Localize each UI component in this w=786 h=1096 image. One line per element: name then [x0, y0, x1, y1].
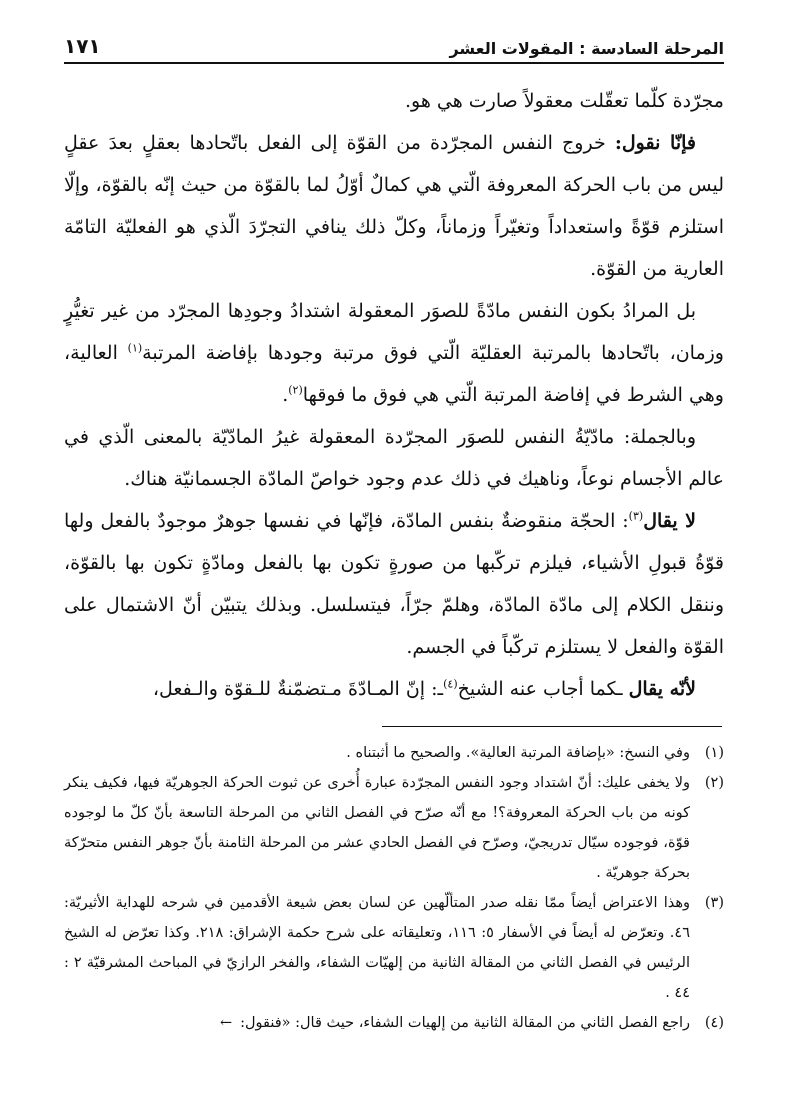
footnotes	[64, 738, 724, 1038]
main-text	[64, 80, 724, 710]
footnote-text: راجع الفصل الثاني من المقالة الثانية من إلهيات الشفاء، حيث قال: «فنقول:	[240, 1015, 690, 1031]
paragraph-text: مجرّدة كلّما تعقّلت معقولاً صارت هي هو.	[404, 90, 724, 112]
paragraph-lead: فإنّا نقول:	[614, 132, 696, 154]
footnote-ref-1[interactable]: (١)	[127, 341, 143, 355]
paragraph-text: بل المرادُ بكون النفس مادّةً للصوَر المعقولة اشتدادُ وجودِها المجرّد من غير تغيُّرٍ وزمان، باتّحادها بالمرتبة العقليّة الّتي فوق مرتبة وجودها بإفاضة المرتبة	[64, 300, 724, 364]
running-title: المرحلة السادسة : المقولات العشر	[449, 39, 724, 58]
footnote-ref-2[interactable]: (٢)	[288, 383, 303, 397]
footnote-ref-4[interactable]: (٤)	[443, 677, 458, 691]
footnote-number: (١)	[704, 745, 724, 761]
paragraph-text: ـكما أجاب عنه الشيخ	[457, 678, 629, 700]
footnote-number: (٢)	[704, 775, 724, 791]
footnote-item	[64, 768, 724, 888]
footnote-item	[64, 888, 724, 1008]
footnote-item	[64, 738, 724, 768]
footnote-number: (٣)	[704, 895, 724, 911]
paragraph	[64, 668, 724, 710]
paragraph-text: : الحجّة منقوضةٌ بنفس المادّة، فإنّها في نفسها جوهرٌ موجودٌ بالفعل ولها قوّةُ قبولِ الأشياء، فيلزم تركّبها من صورةٍ تكون بها بالفعل ومادّةٍ تكون بها بالقوّة، وننقل الكلام إلى مادّة المادّة، وهلمّ جرّاً، فيتسلسل. وبذلك يتبيّن أنّ الاشتمال على القوّة والفعل لا يستلزم تركّباً في الجسم.	[64, 510, 724, 658]
paragraph	[64, 80, 724, 122]
paragraph-lead: لأنّه يقال	[628, 678, 696, 700]
page-header	[64, 28, 724, 64]
footnote-text: وهذا الاعتراض أيضاً ممّا نقله صدر المتألّهين عن لسان بعض شيعة الأقدمين في شرحه للهداية الأثيريّة: ٤٦. وتعرّض له أيضاً في الأسفار ٥: ١١٦، وتعليقاته على شرح حكمة الإشراق: ٢١٨. وكذا تعرّض له الشيخ الرئيس في الفصل الثاني من المقالة الثانية من إلهيّات الشفاء، والفخر الرازيّ في المباحث المشرقيّة ٢ : ٤٤ .	[64, 895, 690, 1001]
paragraph	[64, 122, 724, 290]
footnote-text: وفي النسخ: «بإضافة المرتبة العالية». والصحيح ما أثبتناه .	[346, 745, 690, 761]
paragraph	[64, 416, 724, 500]
continue-arrow-icon: ←	[219, 1015, 233, 1031]
footnote-separator	[382, 726, 722, 727]
paragraph-text: .	[282, 384, 289, 406]
footnote-item	[64, 1008, 724, 1038]
footnote-ref-3[interactable]: (٣)	[628, 509, 644, 523]
paragraph-text: العالية، وهي الشرط في إفاضة المرتبة الّتي هي فوق ما فوقها	[64, 342, 724, 406]
footnote-number: (٤)	[704, 1015, 724, 1031]
paragraph-text: وبالجملة: مادّيّةُ النفس للصوَر المجرّدة المعقولة غيرُ المادّيّة بالمعنى الّذي في عالم الأجسام نوعاً، وناهيك في ذلك عدم وجود خواصّ المادّة الجسمانيّة هناك.	[64, 426, 724, 490]
paragraph-lead: لا يقال	[643, 510, 696, 532]
page-number: ١٧١	[64, 34, 101, 58]
paragraph-text: ـ: إنّ المـادّةَ مـتضمّنةٌ للـقوّة والـفعل،	[152, 678, 444, 700]
footnote-text: ولا يخفى عليك: أنّ اشتداد وجود النفس المجرّدة عبارة أُخرى عن ثبوت الحركة الجوهريّة فيها، فكيف ينكر كونه من باب الحركة المعروفة؟! مع أنّه صرّح في الفصل الثاني من المرحلة التاسعة بأنّ كلّ ما لوجوده قوّة، فوجوده سيّال تدريجيّ، وصرّح في الفصل الحادي عشر من المرحلة الثامنة بأنّ جوهر النفس متحرّكة بحركة جوهريّة .	[64, 775, 690, 881]
paragraph-text: خروج النفس المجرّدة من القوّة إلى الفعل باتّحادها بعقلٍ بعدَ عقلٍ ليس من باب الحركة المعروفة الّتي هي كمالٌ أوّلُ لما بالقوّة من حيث إنّه بالقوّة، وإلّا استلزم قوّةً واستعداداً وتغيّراً وزماناً، وكلّ ذلك ينافي التجرّدَ الّذي هو الفعليّة التامّة العارية من القوّة.	[64, 132, 724, 280]
paragraph	[64, 500, 724, 668]
paragraph	[64, 290, 724, 416]
